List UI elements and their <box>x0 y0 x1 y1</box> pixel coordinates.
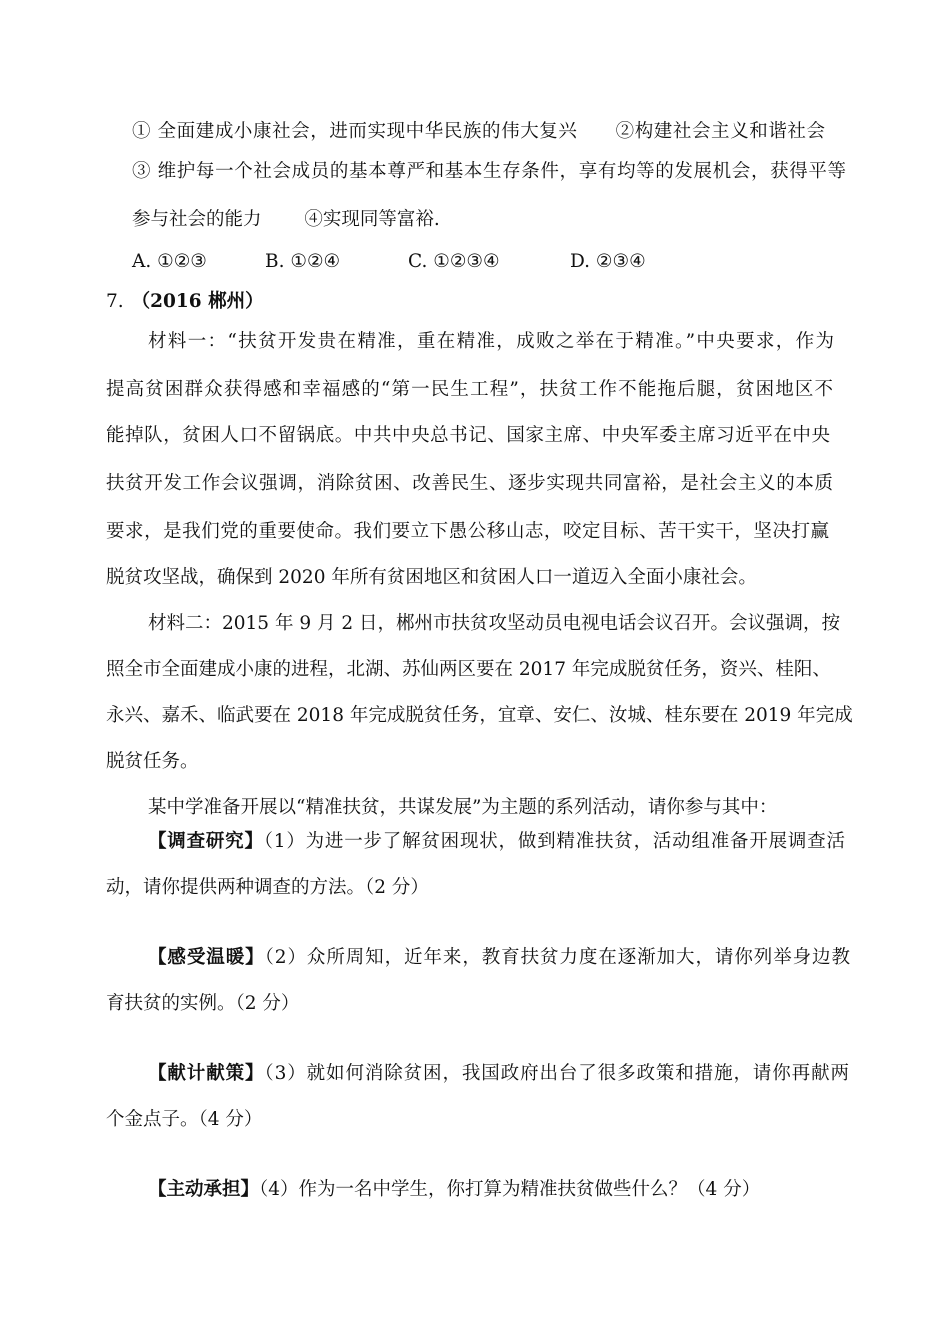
part-3-tag: 【献计献策】 <box>148 1063 265 1084</box>
material1-line-2: 提高贫困群众获得感和幸福感的“第一民生工程”，扶贫工作不能拖后腿，贫困地区不 <box>106 379 833 400</box>
material2-line-1: 材料二：2015 年 9 月 2 日，郴州市扶贫攻坚动员电视电话会议召开。会议强调，按 <box>148 613 841 634</box>
part-2-line-2: 育扶贫的实例。（2 分） <box>106 993 300 1014</box>
material1-line-5: 要求，是我们党的重要使命。我们要立下愚公移山志，咬定目标、苦干实干，坚决打赢 <box>106 521 829 542</box>
part-2-line-1 <box>148 944 850 972</box>
part-1-text: （1）为进一步了解贫困现状，做到精准扶贫，活动组准备开展调查活 <box>263 831 845 852</box>
part-4-line-1 <box>148 1176 760 1204</box>
material2-line-3: 永兴、嘉禾、临武要在 2018 年完成脱贫任务，宜章、安仁、汝城、桂东要在 2019 年完成 <box>106 705 853 726</box>
part-2-tag: 【感受温暖】 <box>148 947 265 968</box>
part-3-text: （3）就如何消除贫困，我国政府出台了很多政策和措施，请你再献两 <box>264 1063 849 1084</box>
part-1-line-1 <box>148 828 845 856</box>
part-2-text: （2）众所周知，近年来，教育扶贫力度在逐渐加大，请你列举身边教 <box>264 947 850 968</box>
material2-line-2: 照全市全面建成小康的进程，北湖、苏仙两区要在 2017 年完成脱贫任务，资兴、桂阳、 <box>106 659 831 680</box>
material1-line-4: 扶贫开发工作会议强调，消除贫困、改善民生、逐步实现共同富裕，是社会主义的本质 <box>106 473 833 494</box>
part-1-tag: 【调查研究】 <box>148 831 264 852</box>
question-source: （2016 郴州） <box>131 291 264 312</box>
part-4-tag: 【主动承担】 <box>148 1179 260 1200</box>
part-4-text: （4）作为一名中学生，你打算为精准扶贫做些什么？（4 分） <box>259 1179 761 1200</box>
option-line-2: ③ 维护每一个社会成员的基本尊严和基本生存条件，享有均等的发展机会，获得平等 <box>132 161 846 182</box>
choice-b: B. ①②④ <box>265 251 341 272</box>
material1-line-6: 脱贫攻坚战，确保到 2020 年所有贫困地区和贫困人口一道迈入全面小康社会。 <box>106 567 757 588</box>
choice-c: C. ①②③④ <box>408 251 500 272</box>
part-3-line-2: 个金点子。（4 分） <box>106 1109 263 1130</box>
material1-line-1: 材料一：“扶贫开发贵在精准，重在精准，成败之举在于精准。”中央要求，作为 <box>148 331 834 352</box>
choice-d: D. ②③④ <box>570 251 646 272</box>
option-line-1: ① 全面建成小康社会，进而实现中华民族的伟大复兴 ②构建社会主义和谐社会 <box>132 121 825 142</box>
choice-a: A. ①②③ <box>132 251 207 272</box>
part-1-line-2: 动，请你提供两种调查的方法。（2 分） <box>106 877 429 898</box>
question-number: 7. <box>106 291 124 312</box>
part-3-line-1 <box>148 1060 849 1088</box>
material2-line-4: 脱贫任务。 <box>106 751 199 772</box>
material1-line-3: 能掉队，贫困人口不留锅底。中共中央总书记、国家主席、中央军委主席习近平在中央 <box>106 425 830 446</box>
question-header <box>106 288 264 316</box>
activity-intro: 某中学准备开展以“精准扶贫，共谋发展”为主题的系列活动，请你参与其中： <box>148 797 778 818</box>
option-line-3: 参与社会的能力 ④实现同等富裕. <box>132 209 440 230</box>
